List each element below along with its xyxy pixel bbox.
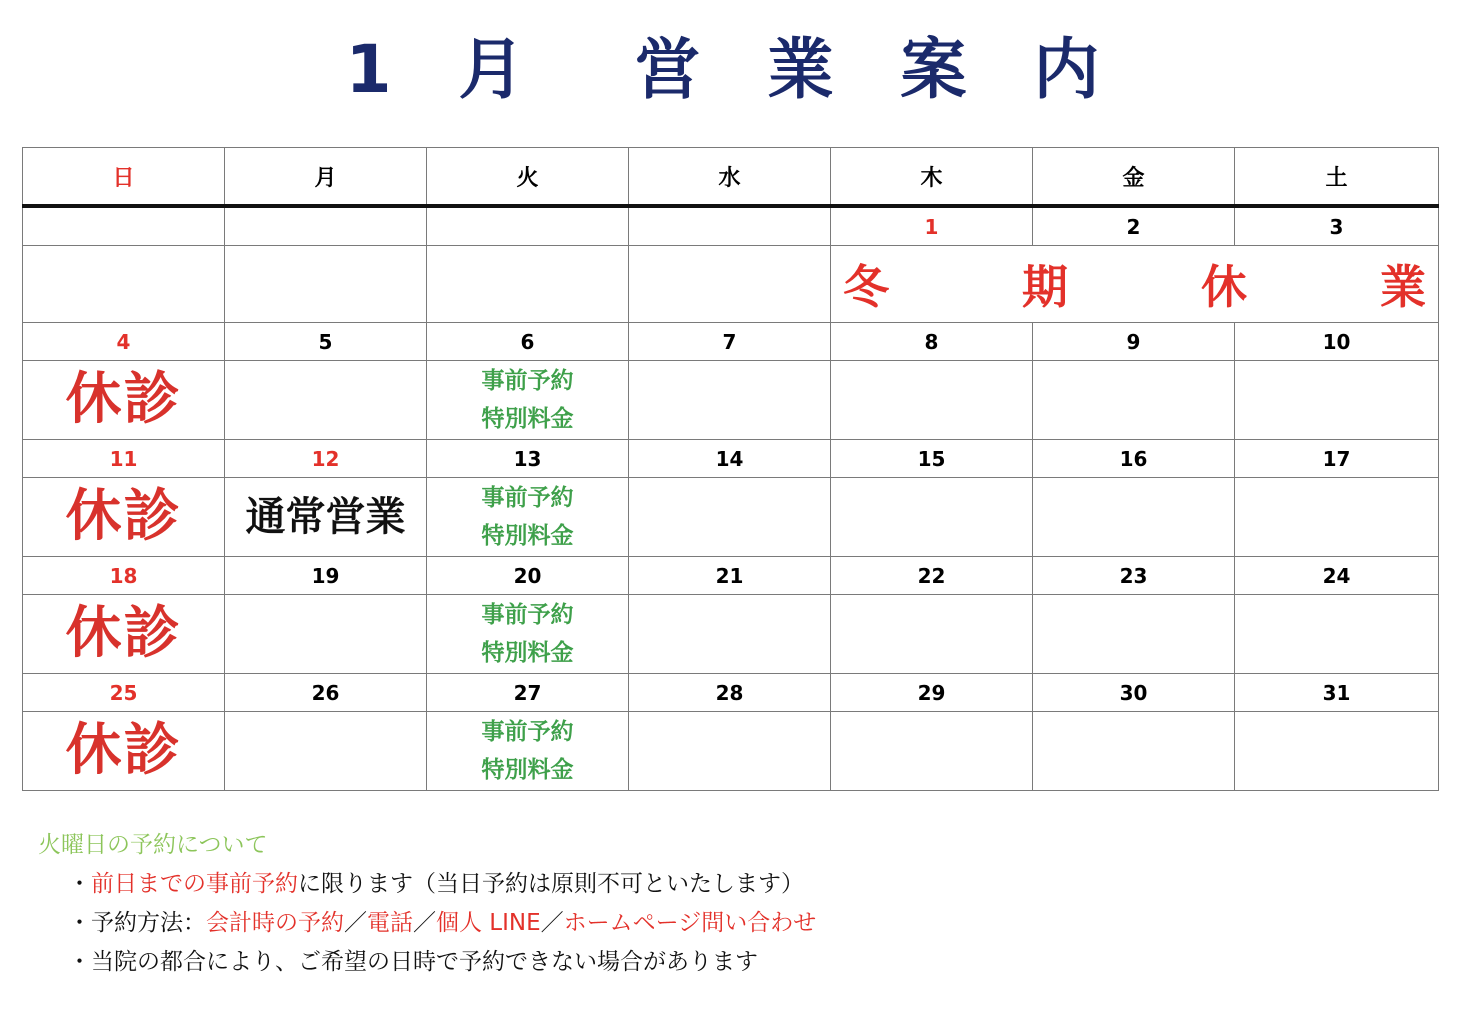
separator: ／ (540, 910, 564, 936)
advance-only-text: 前日までの事前予約 (91, 871, 298, 897)
date-row (23, 440, 1439, 478)
winter-closure-cell (831, 246, 1439, 323)
closed-label: 休診 (65, 367, 182, 432)
notes-heading: 火曜日の予約について (38, 832, 268, 858)
date-cell: 30 (1033, 674, 1235, 712)
date-cell: 23 (1033, 557, 1235, 595)
content-cell (1033, 361, 1235, 440)
content-cell (1235, 478, 1439, 557)
date-cell: 28 (629, 674, 831, 712)
content-cell (629, 595, 831, 674)
winter-closure-char: 業 (1380, 260, 1426, 314)
content-row (23, 595, 1439, 674)
date-cell: 2 (1033, 206, 1235, 246)
content-cell (1033, 478, 1235, 557)
same-day-text: に限ります（当日予約は原則不可といたします） (298, 871, 804, 897)
notes-line-1 (38, 865, 816, 904)
content-cell (427, 595, 629, 674)
content-cell (831, 361, 1033, 440)
content-cell (23, 361, 225, 440)
tuesday-reservation-notes (38, 826, 816, 982)
date-cell: 13 (427, 440, 629, 478)
content-row (23, 246, 1439, 323)
content-cell (23, 595, 225, 674)
content-cell (427, 478, 629, 557)
method-checkout: 会計時の予約 (206, 910, 344, 936)
date-cell: 9 (1033, 323, 1235, 361)
content-cell (427, 712, 629, 791)
date-cell: 20 (427, 557, 629, 595)
content-cell (629, 712, 831, 791)
date-row (23, 557, 1439, 595)
content-cell (629, 478, 831, 557)
winter-closure-char: 休 (1201, 260, 1247, 314)
date-cell: 19 (225, 557, 427, 595)
date-cell (225, 206, 427, 246)
date-cell: 31 (1235, 674, 1439, 712)
date-cell: 18 (23, 557, 225, 595)
content-cell (225, 595, 427, 674)
date-row (23, 323, 1439, 361)
content-cell (1235, 361, 1439, 440)
special-fee-label: 特別料金 (481, 640, 574, 666)
special-fee-label: 特別料金 (481, 523, 574, 549)
date-cell: 5 (225, 323, 427, 361)
content-cell (831, 478, 1033, 557)
separator: ／ (413, 910, 436, 936)
method-phone: 電話 (367, 910, 413, 936)
content-cell (1235, 595, 1439, 674)
content-cell (831, 595, 1033, 674)
date-cell: 4 (23, 323, 225, 361)
special-fee-label: 特別料金 (481, 757, 574, 783)
winter-closure-char: 期 (1022, 260, 1068, 314)
date-cell: 26 (225, 674, 427, 712)
content-row (23, 478, 1439, 557)
date-cell: 21 (629, 557, 831, 595)
weekday-tue: 火 (427, 148, 629, 207)
date-cell (23, 206, 225, 246)
regular-business-label: 通常営業 (245, 494, 406, 540)
date-cell: 29 (831, 674, 1033, 712)
date-cell: 14 (629, 440, 831, 478)
winter-closure-label (831, 246, 1438, 322)
date-cell: 22 (831, 557, 1033, 595)
special-fee-label: 特別料金 (481, 406, 574, 432)
date-cell: 25 (23, 674, 225, 712)
content-cell (1235, 712, 1439, 791)
date-row (23, 674, 1439, 712)
content-cell (629, 361, 831, 440)
content-cell (427, 361, 629, 440)
content-cell (225, 478, 427, 557)
date-cell: 1 (831, 206, 1033, 246)
content-cell (1033, 712, 1235, 791)
date-cell: 17 (1235, 440, 1439, 478)
notes-line-3: ・当院の都合により、ご希望の日時で予約できない場合があります (68, 949, 758, 975)
date-cell (629, 206, 831, 246)
advance-reservation-label: 事前予約 (481, 485, 574, 511)
content-cell (23, 246, 225, 323)
method-prefix: ・予約方法： (68, 910, 206, 936)
date-cell: 6 (427, 323, 629, 361)
date-cell: 16 (1033, 440, 1235, 478)
date-cell: 7 (629, 323, 831, 361)
date-cell: 8 (831, 323, 1033, 361)
weekday-mon: 月 (225, 148, 427, 207)
bullet: ・ (68, 871, 91, 897)
content-cell (225, 246, 427, 323)
content-cell (225, 361, 427, 440)
winter-closure-char: 冬 (843, 260, 889, 314)
date-cell (427, 206, 629, 246)
notes-line-2 (38, 904, 816, 943)
advance-reservation-label: 事前予約 (481, 719, 574, 745)
content-cell (629, 246, 831, 323)
content-row (23, 712, 1439, 791)
calendar-table (22, 147, 1439, 791)
page-title: 1 月 営 業 案 内 (345, 31, 1122, 108)
date-cell: 11 (23, 440, 225, 478)
weekday-thu: 木 (831, 148, 1033, 207)
date-cell: 10 (1235, 323, 1439, 361)
closed-label: 休診 (65, 484, 182, 549)
method-line: 個人 LINE (436, 910, 541, 936)
weekday-header-row (23, 148, 1439, 207)
content-row (23, 361, 1439, 440)
date-cell: 24 (1235, 557, 1439, 595)
method-website: ホームページ問い合わせ (563, 910, 817, 936)
content-cell (427, 246, 629, 323)
advance-reservation-label: 事前予約 (481, 602, 574, 628)
separator: ／ (344, 910, 367, 936)
content-cell (23, 712, 225, 791)
date-cell: 12 (225, 440, 427, 478)
date-cell: 3 (1235, 206, 1439, 246)
content-cell (831, 712, 1033, 791)
advance-reservation-label: 事前予約 (481, 368, 574, 394)
weekday-sun: 日 (23, 148, 225, 207)
weekday-wed: 水 (629, 148, 831, 207)
date-cell: 27 (427, 674, 629, 712)
content-cell (225, 712, 427, 791)
date-cell: 15 (831, 440, 1033, 478)
content-cell (23, 478, 225, 557)
weekday-sat: 土 (1235, 148, 1439, 207)
weekday-fri: 金 (1033, 148, 1235, 207)
closed-label: 休診 (65, 718, 182, 783)
closed-label: 休診 (65, 601, 182, 666)
content-cell (1033, 595, 1235, 674)
date-row (23, 206, 1439, 246)
